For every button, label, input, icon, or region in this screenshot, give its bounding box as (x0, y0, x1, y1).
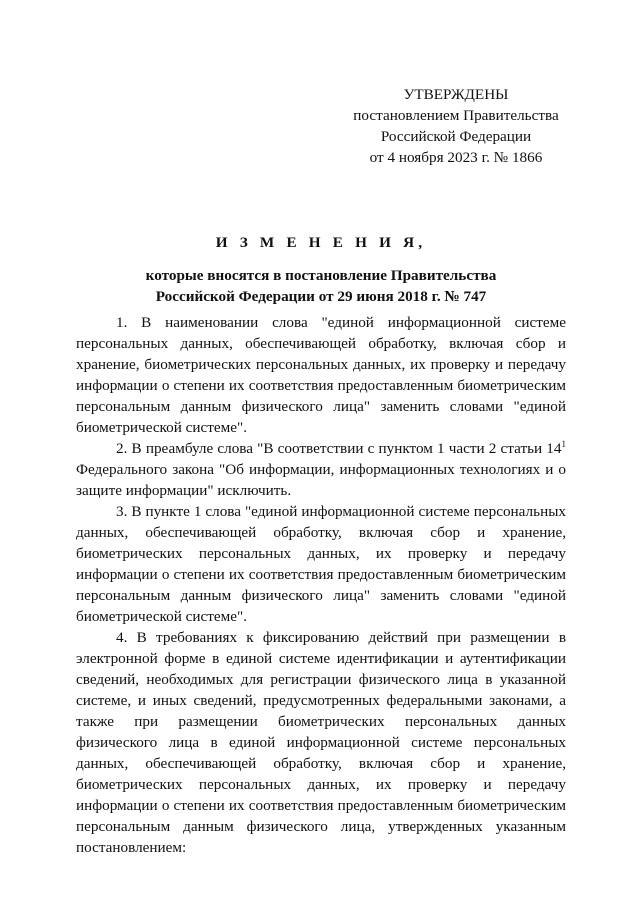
paragraph-2 (76, 438, 566, 501)
approval-line-1: постановлением Правительства (353, 107, 559, 124)
paragraph-3: 3. В пункте 1 слова "единой информационной системе персональных данных, обеспечивающей обработку, включая сбор и хранение, биометрических персональных данных, их проверку и передачу информации о степени их соответствия предоставленным биометрическим персональным данным физического лица" заменить словами "единой биометрической системе". (76, 503, 566, 625)
approval-line-2: Российской Федерации (380, 128, 532, 145)
paragraph-2-superscript: 1 (561, 438, 566, 449)
paragraph-2-end: Федерального закона "Об информации, информационных технологиях и о защите информации" исключить. (76, 461, 566, 499)
paragraph-2-start: 2. В преамбуле слова "В соответствии с пунктом 1 части 2 статьи 14 (116, 440, 562, 457)
document-heading (76, 232, 566, 307)
approval-title: УТВЕРЖДЕНЫ (403, 86, 509, 103)
paragraph-1: 1. В наименовании слова "единой информационной системе персональных данных, обеспечивающей обработку, включая сбор и хранение, биометрических персональных данных, их проверку и передачу информации о степени их соответствия предоставленным биометрическим персональным данным физического лица" заменить словами "единой биометрической системе". (76, 314, 566, 436)
heading-subtitle-line-2: Российской Федерации от 29 июня 2018 г. № 747 (155, 288, 487, 305)
approval-line-3: от 4 ноября 2023 г. № 1866 (369, 149, 543, 166)
document-body (76, 312, 566, 858)
heading-title: И З М Е Н Е Н И Я, (215, 234, 427, 251)
heading-subtitle-line-1: которые вносятся в постановление Правительства (145, 267, 497, 284)
approval-block (340, 84, 572, 168)
paragraph-4: 4. В требованиях к фиксированию действий при размещении в электронной форме в единой системе идентификации и аутентификации сведений, необходимых для регистрации физического лица в указанной системе, и иных сведений, предусмотренных федеральными законами, а также при размещении биометрических персональных данных физического лица в единой информационной системе персональных данных, обеспечивающей обработку, включая сбор и хранение, биометрических персональных данных, их проверку и передачу информации о степени их соответствия предоставленным биометрическим персональным данным физического лица, утвержденных указанным постановлением: (76, 629, 566, 856)
